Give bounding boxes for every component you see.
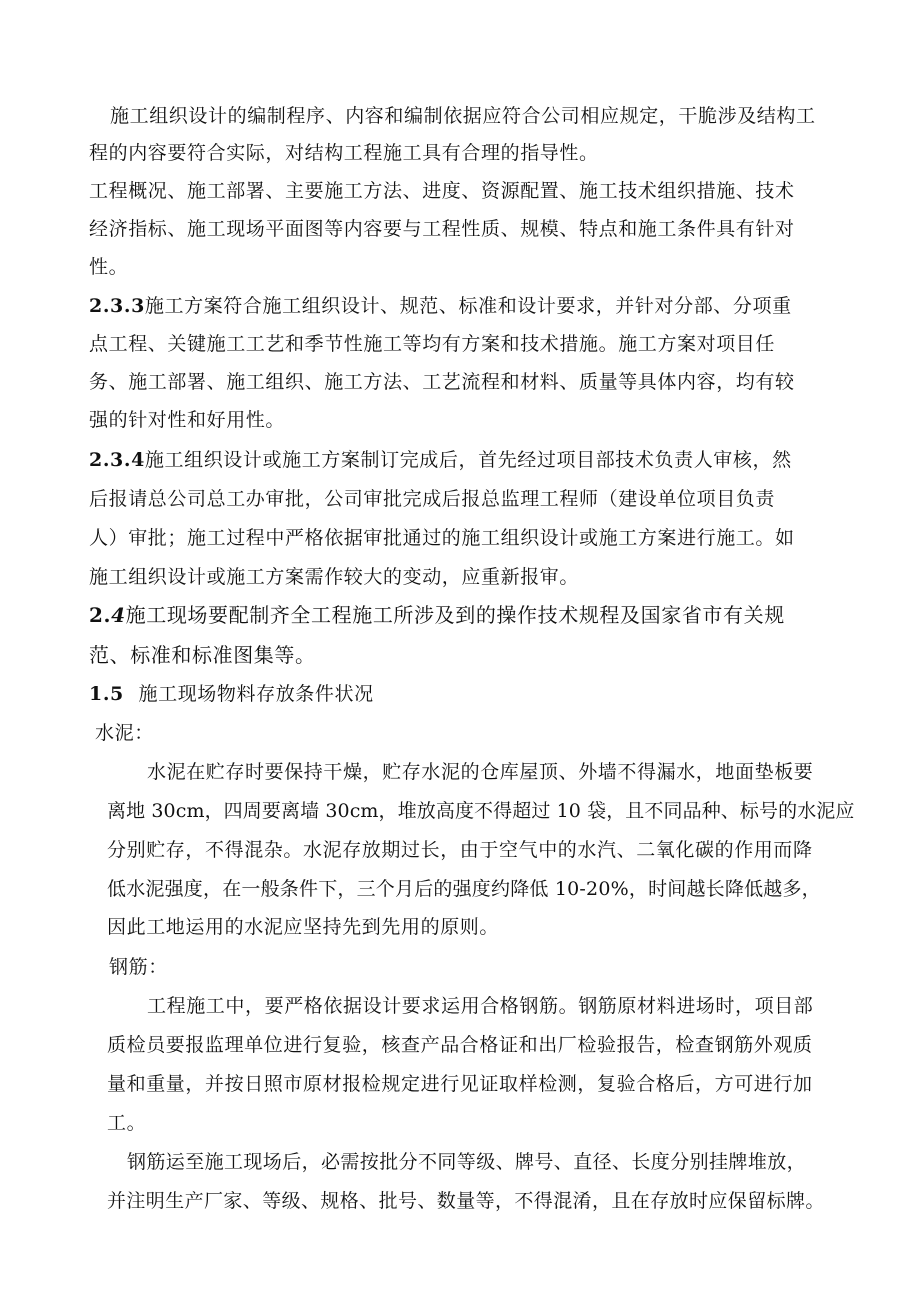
paragraph-4-line-1 xyxy=(89,447,792,473)
paragraph-3-line-1 xyxy=(89,293,792,319)
cement-line-5: 因此工地运用的水泥应坚持先到先用的原则。 xyxy=(107,916,500,938)
paragraph-5-number-a: 2. xyxy=(89,603,112,627)
paragraph-3-line-2: 点工程、关键施工工艺和季节性施工等均有方案和技术措施。施工方案对项目任 xyxy=(89,333,776,355)
paragraph-4-number: 2.3.4 xyxy=(89,449,145,471)
paragraph-1-line-1: 施工组织设计的编制程序、内容和编制依据应符合公司相应规定，干脆涉及结构工 xyxy=(110,105,816,127)
section-title: 施工现场物料存放条件状况 xyxy=(138,683,374,705)
rebar-line-1: 工程施工中，要严格依据设计要求运用合格钢筋。钢筋原材料进场时，项目部 xyxy=(147,995,814,1017)
rebar-line-3: 量和重量，并按日照市原材报检规定进行见证取样检测，复验合格后，方可进行加 xyxy=(107,1073,813,1095)
paragraph-5-text: 施工现场要配制齐全工程施工所涉及到的操作技术规程及国家省市有关规 xyxy=(125,603,785,627)
rebar-label: 钢筋： xyxy=(109,956,168,978)
cement-line-4: 低水泥强度，在一般条件下，三个月后的强度约降低 10-20%，时间越长降低越多， xyxy=(107,878,821,900)
paragraph-5-line-1 xyxy=(89,602,785,628)
paragraph-4-line-2: 后报请总公司总工办审批，公司审批完成后报总监理工程师（建设单位项目负责 xyxy=(89,488,776,510)
paragraph-3-text: 施工方案符合施工组织设计、规范、标准和设计要求，并针对分部、分项重 xyxy=(144,295,792,317)
cement-label: 水泥： xyxy=(95,722,154,744)
cement-line-3: 分别贮存，不得混杂。水泥存放期过长，由于空气中的水汽、二氧化碳的作用而降 xyxy=(107,839,813,861)
paragraph-3-line-3: 务、施工部署、施工组织、施工方法、工艺流程和材料、质量等具体内容，均有较 xyxy=(89,371,795,393)
rebar-line-2: 质检员要报监理单位进行复验，核查产品合格证和出厂检验报告，检查钢筋外观质 xyxy=(107,1034,813,1056)
cement-line-2: 离地 30cm，四周要离墙 30cm，堆放高度不得超过 10 袋，且不同品种、标号的水泥应 xyxy=(107,800,855,822)
paragraph-2-line-1: 工程概况、施工部署、主要施工方法、进度、资源配置、施工技术组织措施、技术 xyxy=(89,180,795,202)
rebar-storage-line-2: 并注明生产厂家、等级、规格、批号、数量等，不得混淆，且在存放时应保留标牌。 xyxy=(107,1190,825,1212)
paragraph-4-line-3: 人）审批；施工过程中严格依据审批通过的施工组织设计或施工方案进行施工。如 xyxy=(89,527,795,549)
rebar-storage-line-1: 钢筋运至施工现场后，必需按批分不同等级、牌号、直径、长度分别挂牌堆放， xyxy=(127,1151,807,1173)
paragraph-1-line-2: 程的内容要符合实际，对结构工程施工具有合理的指导性。 xyxy=(89,142,599,164)
paragraph-3-number: 2.3.3 xyxy=(89,295,145,317)
section-number: 1.5 xyxy=(89,683,124,705)
rebar-line-4: 工。 xyxy=(107,1112,147,1134)
paragraph-2-line-2: 经济指标、施工现场平面图等内容要与工程性质、规模、特点和施工条件具有针对 xyxy=(89,218,795,240)
cement-line-1: 水泥在贮存时要保持干燥，贮存水泥的仓库屋顶、外墙不得漏水，地面垫板要 xyxy=(147,761,814,783)
paragraph-5-number-b: 4 xyxy=(111,603,126,627)
section-heading xyxy=(89,681,374,707)
paragraph-4-text: 施工组织设计或施工方案制订完成后，首先经过项目部技术负责人审核，然 xyxy=(144,449,792,471)
paragraph-3-line-4: 强的针对性和好用性。 xyxy=(89,409,286,431)
paragraph-5-line-2: 范、标准和标准图集等。 xyxy=(89,643,316,667)
paragraph-4-line-4: 施工组织设计或施工方案需作较大的变动，应重新报审。 xyxy=(89,566,580,588)
paragraph-2-line-3: 性。 xyxy=(89,256,129,278)
